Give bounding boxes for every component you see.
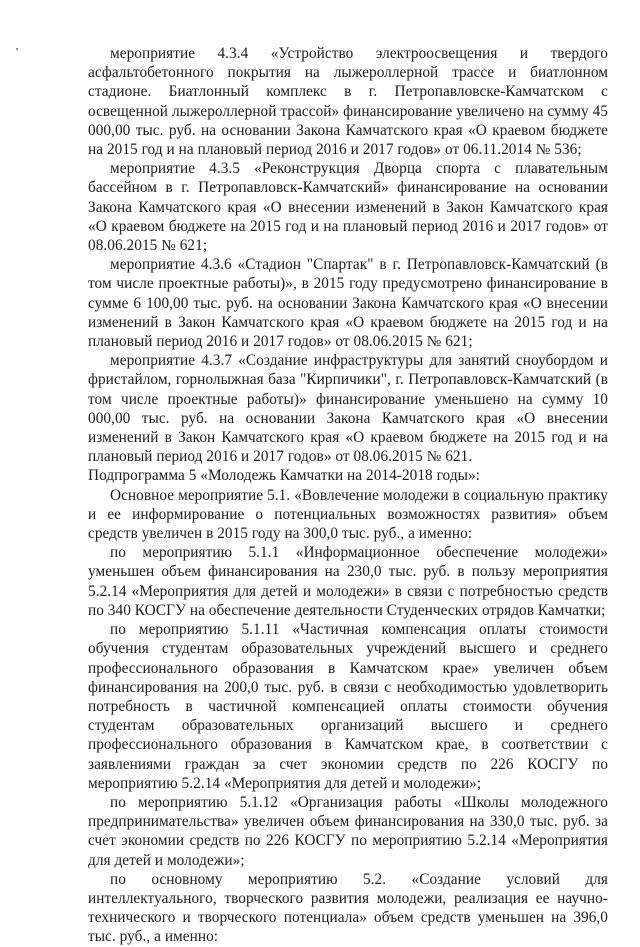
paragraph-measure-4-3-7: мероприятие 4.3.7 «Создание инфраструктуры для занятий сноубордом и фристайлом, горнолыжная база "Кирпичики", г. Петропавловск-Камчатский (в том числе проектные работы)» финансирование уменьшено на сумму 10 000,00 тыс. руб. на основании Закона Камчатского края «О внесении изменений в Закон Камчатского края «О краевом бюджете на 2015 год и на плановый период 2016 и 2017 годов» от 08.06.2015 № 621. xyxy=(88,352,608,466)
paragraph-measure-4-3-4: мероприятие 4.3.4 «Устройство электроосвещения и твердого асфальтобетонного покрытия на лыжероллерной трассе и биатлонном стадионе. Биатлонный комплекс в г. Петропавловске-Камчатском с освещенной лыжероллерной трассой» финансирование увеличено на сумму 45 000,00 тыс. руб. на основании Закона Камчатского края «О краевом бюджете на 2015 год и на плановый период 2016 и 2017 годов» от 06.11.2014 № 536; xyxy=(88,45,608,159)
paragraph-measure-5-1-12: по мероприятию 5.1.12 «Организация работы «Школы молодежного предпринимательства» увеличен объем финансирования на 330,0 тыс. руб. за счет экономии средств по 226 КОСГУ по мероприятию 5.2.14 «Мероприятия для детей и молодежи»; xyxy=(88,793,608,869)
paragraph-measure-4-3-5: мероприятие 4.3.5 «Реконструкция Дворца спорта с плавательным бассейном в г. Петропавловск-Камчатский» финансирование на основании Закона Камчатского края «О внесении изменений в Закон Камчатского края «О краевом бюджете на 2015 год и на плановый период 2016 и 2017 годов» от 08.06.2015 № 621; xyxy=(88,160,608,255)
paragraph-measure-4-3-6: мероприятие 4.3.6 «Стадион "Спартак" в г. Петропавловск-Камчатский (в том числе проектные работы)», в 2015 году предусмотрено финансирование в сумме 6 100,00 тыс. руб. на основании Закона Камчатского края «О внесении изменений в Закон Камчатского края «О краевом бюджете на 2015 год и на плановый период 2016 и 2017 годов» от 08.06.2015 № 621; xyxy=(88,256,608,351)
paragraph-main-measure-5-2: по основному мероприятию 5.2. «Создание условий для интеллектуального, творческого развития молодежи, реализация ее научно-технического и творческого потенциала» объем средств уменьшен на 396,0 тыс. руб., а именно: xyxy=(88,870,608,946)
paragraph-measure-5-1-1: по мероприятию 5.1.1 «Информационное обеспечение молодежи» уменьшен объем финансирования на 230,0 тыс. руб. в пользу мероприятия 5.2.14 «Мероприятия для детей и молодежи» в связи с потребностью средств по 340 КОСГУ на обеспечение деятельности Студенческих отрядов Камчатки; xyxy=(88,544,608,619)
paragraph-measure-5-1-11: по мероприятию 5.1.11 «Частичная компенсация оплаты стоимости обучения студентам образовательных учреждений высшего и среднего профессионального образования в Камчатском крае» увеличен объем финансирования на 200,0 тыс. руб. в связи с необходимостью удовлетворить потребность в частичной компенсацией оплаты стоимости обучения студентам образовательных организаций высшего и среднего профессионального образования в Камчатском крае, в соответствии с заявлениями граждан за счет экономии средств по 226 КОСГУ по мероприятию 5.2.14 «Мероприятия для детей и молодежи»; xyxy=(88,621,608,792)
subprogram-5-heading: Подпрограмма 5 «Молодежь Камчатки на 2014-2018 годы»: xyxy=(88,467,480,485)
scan-mark xyxy=(16,48,18,50)
paragraph-main-measure-5-1: Основное мероприятие 5.1. «Вовлечение молодежи в социальную практику и ее информирование о потенциальных возможностях развития» объем средств увеличен в 2015 году на 300,0 тыс. руб., а именно: xyxy=(88,486,608,543)
